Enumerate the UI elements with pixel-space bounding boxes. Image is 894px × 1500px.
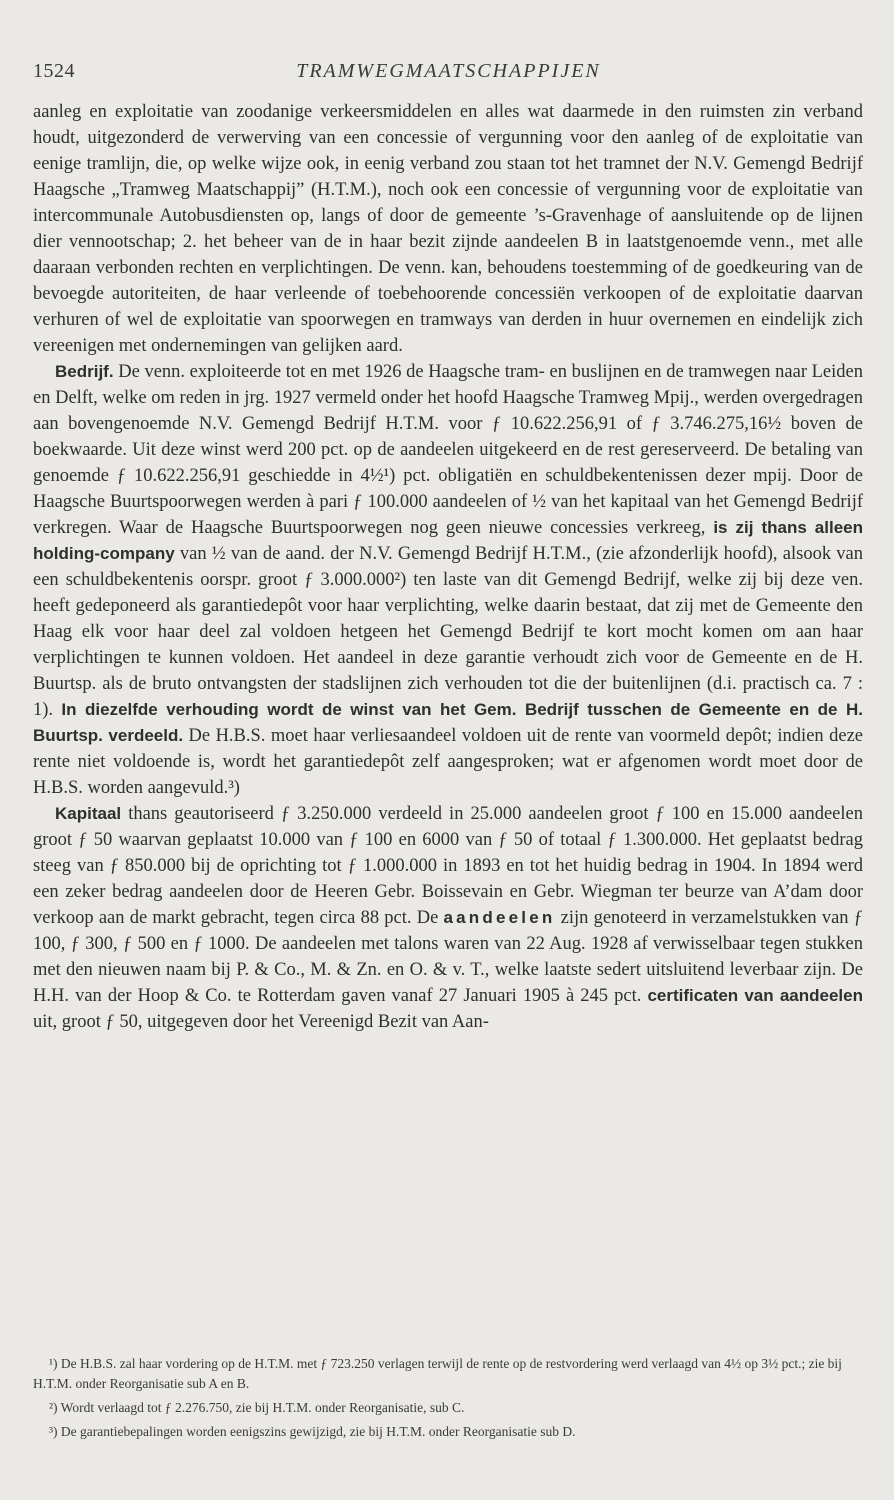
- paragraph-bedrijf: [33, 359, 863, 801]
- bold-phrase-verhouding: In diezelfde verhouding wordt de winst van het Gem. Bedrijf tusschen de Gemeente en de H. Buurtsp. verdeeld.: [33, 700, 863, 745]
- paragraph-kapitaal-text-a: thans geautoriseerd ƒ 3.250.000 verdeeld in 25.000 aandeelen groot ƒ 100 en 15.000 aandeelen groot ƒ 50 waarvan geplaatst 10.000 van ƒ 100 en 6000 van ƒ 50 of totaal ƒ 1.300.000. Het geplaatst bedrag steeg van ƒ 850.000 bij de oprichting tot ƒ 1.000.000 in 1893 en tot het huidig bedrag in 1904. In 1894 werd een zeker bedrag aandeelen door de Heeren Gebr. Boissevain en Gebr. Wiegman ter beurze van A’dam door verkoop aan de markt gebracht, tegen circa 88 pct. De: [33, 804, 863, 928]
- running-title: TRAMWEGMAATSCHAPPIJEN: [296, 60, 601, 82]
- section-label-kapitaal: Kapitaal: [55, 804, 122, 823]
- paragraph-object-text: aanleg en exploitatie van zoodanige verkeersmiddelen en alles wat daarmede in den ruimsten zin verband houdt, uitgezonderd de verwerving van een concessie of vergunning voor den aanleg of de exploitatie van eenige tramlijn, die, op welke wijze ook, in eenig verband zou staan tot het tramnet der N.V. Gemengd Bedrijf Haagsche „Tramweg Maatschappij” (H.T.M.), noch ook een concessie of vergunning voor de exploitatie van intercommunale Autobusdiensten op, langs of door de gemeente ’s-Gravenhage of aansluitende op de lijnen dier vennootschap; 2. het beheer van de in haar bezit zijnde aandeelen B in laatstgenoemde venn., met alle daaraan verbonden rechten en verplichtingen. De venn. kan, behoudens toestemming of de goedkeuring van de bevoegde autoriteiten, de haar verleende of toebehoorende concessiën verkoopen of de exploitatie daarvan verhuren of wel de exploitatie van spoorwegen en tramways van derden in huur overnemen en eindelijk zich vereenigen met ondernemingen van gelijken aard.: [33, 102, 863, 356]
- page-number: 1524: [33, 60, 75, 82]
- paragraph-bedrijf-text-c: De H.B.S. moet haar verliesaandeel voldoen uit de rente van voormeld depôt; indien deze rente niet voldoende is, wordt het garantiedepôt zelf aangesproken; wat er afgenomen wordt moet door de H.B.S. worden aangevuld.³): [33, 726, 863, 798]
- paragraph-bedrijf-text-a: De venn. exploiteerde tot en met 1926 de Haagsche tram- en buslijnen en de tramwegen naar Leiden en Delft, welke om reden in jrg. 1927 vermeld onder het hoofd Haagsche Tramweg Mpij., werden overgedragen aan bovengenoemde N.V. Gemengd Bedrijf H.T.M. voor ƒ 10.622.256,91 of ƒ 3.746.275,16½ boven de boekwaarde. Uit deze winst werd 200 pct. op de aandeelen uitgekeerd en de rest gereserveerd. De betaling van genoemde ƒ 10.622.256,91 geschiedde in 4½¹) pct. obligatiën en schuldbekentenissen dezer mpij. Door de Haagsche Buurtspoorwegen werden à pari ƒ 100.000 aandeelen of ½ van het kapitaal van het Gemengd Bedrijf verkregen. Waar de Haagsche Buurtspoorwegen nog geen nieuwe concessies verkreeg,: [33, 362, 863, 538]
- section-label-bedrijf: Bedrijf.: [55, 362, 114, 381]
- footnotes: [33, 1354, 863, 1446]
- paragraph-kapitaal: [33, 801, 863, 1035]
- spaced-word-aandeelen: aandeelen: [443, 908, 556, 927]
- body-text: [33, 99, 863, 1035]
- paragraph-object: [33, 99, 863, 359]
- paragraph-kapitaal-text-c: uit, groot ƒ 50, uitgegeven door het Vereenigd Bezit van Aan-: [33, 1012, 489, 1032]
- paragraph-kapitaal-text-b: zijn genoteerd in verzamelstukken van ƒ 100, ƒ 300, ƒ 500 en ƒ 1000. De aandeelen met talons waren van 22 Aug. 1928 af verwisselbaar tegen stukken met den nieuwen naam bij P. & Co., M. & Zn. en O. & v. T., welke laatste sedert uitsluitend leverbaar zijn. De H.H. van der Hoop & Co. te Rotterdam gaven vanaf 27 Januari 1905 à 245 pct.: [33, 908, 863, 1006]
- paragraph-bedrijf-text-b: van ½ van de aand. der N.V. Gemengd Bedrijf H.T.M., (zie afzonderlijk hoofd), alsook van een schuldbekentenis oorspr. groot ƒ 3.000.000²) ten laste van dit Gemengd Bedrijf, welke zij bij deze ven. heeft gedeponeerd als garantiedepôt voor haar verplichting, welke daarin bestaat, dat zij met de Gemeente den Haag elk voor haar deel zal voldoen hetgeen het Gemengd Bedrijf te kort mocht komen om aan haar verplichtingen te kunnen voldoen. Het aandeel in deze garantie verhoudt zich voor de Gemeente en de H. Buurtsp. als de bruto ontvangsten der stadslijnen zich verhouden tot die der buitenlijnen (d.i. practisch ca. 7 : 1).: [33, 544, 863, 720]
- bold-phrase-certificaten: certificaten van aandeelen: [647, 986, 863, 1005]
- footnote: ¹) De H.B.S. zal haar vordering op de H.T.M. met ƒ 723.250 verlagen terwijl de rente op de restvordering werd verlaagd van 4½ op 3½ pct.; zie bij H.T.M. onder Reorganisatie sub A en B.: [33, 1356, 842, 1391]
- footnote: ³) De garantiebepalingen worden eenigszins gewijzigd, zie bij H.T.M. onder Reorganisatie sub D.: [49, 1424, 576, 1439]
- bold-phrase-holding: is zij thans alleen holding-company: [33, 518, 863, 563]
- footnote: ²) Wordt verlaagd tot ƒ 2.276.750, zie bij H.T.M. onder Reorganisatie, sub C.: [49, 1400, 465, 1415]
- page-header: [33, 60, 864, 90]
